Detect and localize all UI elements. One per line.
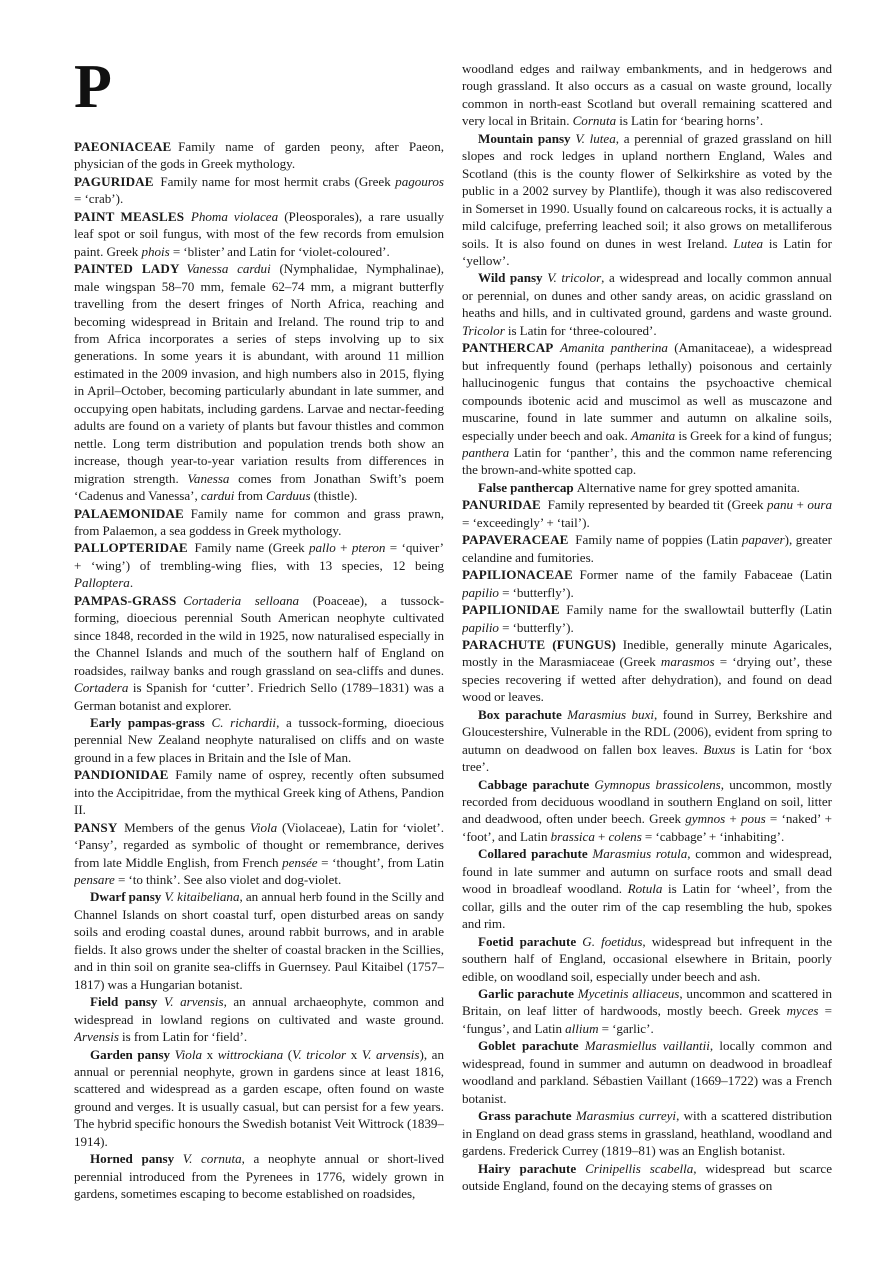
entry-definition: Family name of garden peony, after Paeon, physician of the gods in Greek mythology.: [74, 139, 444, 172]
entry-definition: Marasmiellus vaillantii, locally common and widespread, found in summer and autumn on deadwood in broadleaf woodland and parkland. Sébastien Vaillant (1669–1722) was a French botanist.: [462, 1038, 832, 1106]
dictionary-subentry: [74, 993, 444, 1045]
subentry-headword: Field pansy: [90, 994, 158, 1010]
entry-definition: V. lutea, a perennial of grazed grassland on hill slopes and rock ledges in upland northern England, Wales and Scotland (this is the county flower of Selkirkshire as voted by the public in a 2002 survey by Plantlife), though it was also rediscovered in Somerset in 1990. Usually found on calcareous rocks, it is actually a mild calcifuge, preferring leached soil; it also grows on metalliferous soils. It is also found on dunes in west Ireland. Lutea is Latin for ‘yellow’.: [462, 130, 832, 268]
entry-headword: PALAEMONIDAE: [74, 505, 184, 521]
entry-definition: Cortaderia selloana (Poaceae), a tussock-forming, dioecious perennial South American neophyte cultivated since 1848, recorded in the wild in 1925, now naturalised especially in the Channel Islands and much of the southern half of England on roadsides, railway banks and rough grassland on sea-cliffs and dunes. Cortadera is Spanish for ‘cutter’. Friedrich Sello (1789–1831) was a German botanist and explorer.: [74, 592, 444, 713]
dictionary-subentry: [462, 1107, 832, 1159]
entry-definition: V. kitaibeliana, an annual herb found in the Scilly and Channel Islands on short coastal turf, open disturbed areas on sandy soils and eroding coastal dunes, around rabbit burrows, and in arable fields. It also grows under the shelter of coastal bracken in the Scillies, and in thin soil on granite sea-cliffs in Guernsey. Paul Kitaibel (1757–1817) was a Hungarian botanist.: [74, 889, 444, 992]
subentry-headword: Collared parachute: [478, 846, 588, 862]
entry-headword: PALLOPTERIDAE: [74, 540, 188, 556]
subentry-headword: Hairy parachute: [478, 1160, 577, 1176]
subentry-headword: Garden pansy: [90, 1046, 171, 1062]
dictionary-entry: [462, 601, 832, 636]
entry-definition: Vanessa cardui (Nymphalidae, Nymphalinae), male wingspan 58–70 mm, female 62–74 mm, a migrant butterfly travelling from the desert fringes of North Africa, reaching and becoming widespread in Britain and Ireland. The round trip to and from Africa incorporates a series of steps involving up to six generations. In some years it is abundant, with around 11 million estimated in the 2009 invasion, and high numbers also in 2015, flying in April–October, becoming particularly abundant in late summer, and occupying open habitats, including gardens. Larvae and nectar-feeding adults are found on a variety of plants but favour thistles and common nettle. Long term distribution and population trends both show an increase, though year-to-year variation results from differences in migration strength. Vanessa comes from Jonathan Swift’s poem ‘Cadenus and Vanessa’, cardui from Carduus (thistle).: [74, 261, 444, 504]
left-column: [74, 60, 444, 1240]
entry-definition: Marasmius rotula, common and widespread, found in late summer and autumn on surface roots and small dead wood in broadleaf woodland. Rotula is Latin for ‘wheel’, from the collar, gills and the outer rim of the cap resembling the hub, spokes and rim.: [462, 846, 832, 932]
subentry-headword: Box parachute: [478, 706, 562, 722]
subentry-headword: Dwarf pansy: [90, 889, 162, 905]
subentry-headword: Foetid parachute: [478, 933, 577, 949]
dictionary-entry: [74, 505, 444, 540]
entry-definition: Crinipellis scabella, widespread but scarce outside England, found on the decaying stems of grasses on: [462, 1160, 832, 1193]
entry-definition: Family name for the swallowtail butterfly (Latin papilio = ‘butterfly’).: [462, 602, 832, 635]
entry-definition: Family name for most hermit crabs (Greek pagouros = ‘crab’).: [74, 173, 444, 207]
subentry-headword: False panthercap: [478, 479, 574, 495]
dictionary-entry: [74, 173, 444, 208]
dictionary-subentry: [462, 985, 832, 1037]
entry-definition: V. cornuta, a neophyte annual or short-lived perennial introduced from the Pyrenees in 1776, widely grown in gardens, sometimes escaping to become established on roadsides,: [74, 1151, 444, 1202]
entry-definition: Marasmius buxi, found in Surrey, Berkshire and Gloucestershire, Vulnerable in the RDL (2006), evident from spring to autumn on deadwood on fallen box leaves. Buxus is Latin for ‘box tree’.: [462, 706, 832, 775]
dictionary-entry: [462, 339, 832, 479]
dictionary-entry: [462, 636, 832, 706]
dictionary-entry: [462, 566, 832, 601]
entry-headword: PAPILIONIDAE: [462, 602, 560, 618]
entry-definition: Family name (Greek pallo + pteron = ‘quiver’ + ‘wing’) of trembling-wing flies, with 13 species, 12 being Palloptera.: [74, 540, 444, 591]
subentry-headword: Horned pansy: [90, 1151, 175, 1167]
letter-heading: P: [74, 53, 112, 121]
entry-definition: woodland edges and railway embankments, and in hedgerows and rough grassland. It also occurs as a casual on waste ground, locally common in north-east Scotland but overall remaining scattered and very local in Britain. Cornuta is Latin for ‘bearing horns’.: [462, 61, 832, 129]
entry-definition: Family name for common and grass prawn, from Palaemon, a sea goddess in Greek mythology.: [74, 505, 444, 538]
entry-headword: PAINT MEASLES: [74, 208, 185, 224]
entry-definition: Amanita pantherina (Amanitaceae), a widespread but infrequently found (perhaps lethally) poisonous and certainly hallucinogenic fungus that contains the psychoactive chemical compounds ibotenic acid and muscimol as well as muscazone and muscarine, found in late summer and autumn on alkaline soils, especially under beech and oak. Amanita is Greek for a kind of fungus; panthera Latin for ‘panther’, this and the common name referencing the brown-and-white spotted cap.: [462, 340, 832, 478]
dictionary-subentry: [74, 714, 444, 766]
entry-headword: PANURIDAE: [462, 497, 541, 513]
entry-headword: PAGURIDAE: [74, 173, 154, 189]
continued-paragraph: [462, 60, 832, 130]
dictionary-subentry: [74, 1150, 444, 1202]
entry-definition: Viola x wittrockiana (V. tricolor x V. arvensis), an annual or perennial neophyte, grown in gardens since at least 1816, scattered and widespread as a garden escape, often found on waste ground and verges. It is usually casual, but can persist for a few years. The hybrid specific honours the Swedish botanist Veit Wittrock (1839–1914).: [74, 1046, 444, 1149]
subentry-headword: Grass parachute: [478, 1108, 572, 1124]
entry-headword: PAINTED LADY: [74, 261, 180, 277]
entry-definition: Members of the genus Viola (Violaceae), Latin for ‘violet’. ‘Pansy’, regarded as symbolic of thought or remembrance, derives from late Middle English, from French pensée = ‘thought’, from Latin pensare = ‘to think’. See also violet and dog-violet.: [74, 819, 444, 888]
entry-definition: Gymnopus brassicolens, uncommon, mostly recorded from deciduous woodland in southern England on soil, litter and deadwood, often under beech. Greek gymnos + pous = ‘naked’ + ‘foot’, and Latin brassica + colens = ‘cabbage’ + ‘inhabiting’.: [462, 776, 832, 844]
dictionary-subentry: [462, 933, 832, 985]
entry-headword: PAMPAS-GRASS: [74, 592, 177, 608]
subentry-headword: Cabbage parachute: [478, 776, 590, 792]
entry-definition: Family name of osprey, recently often subsumed into the Accipitridae, from the mythical Greek king of Athens, Pandion II.: [74, 767, 444, 818]
subentry-headword: Mountain pansy: [478, 130, 571, 146]
entry-definition: Former name of the family Fabaceae (Latin papilio = ‘butterfly’).: [462, 567, 832, 600]
two-column-body: [74, 60, 832, 1240]
dictionary-subentry: [462, 776, 832, 846]
subentry-headword: Wild pansy: [478, 270, 543, 286]
dictionary-entry: [74, 208, 444, 260]
dictionary-entry: [74, 138, 444, 173]
dictionary-entry: [74, 260, 444, 504]
entry-definition: G. foetidus, widespread but infrequent in the southern half of England, occasional elsewhere in Britain, poorly edible, on woodland soil, especially under beech and ash.: [462, 933, 832, 984]
entry-definition: Inedible, generally minute Agaricales, mostly in the Marasmiaceae (Greek marasmos = ‘drying out’, these species recovering if wetted after dehydration), and found on dead wood or leaves.: [462, 636, 832, 705]
dictionary-entry: [74, 592, 444, 714]
entry-headword: PAPAVERACEAE: [462, 532, 569, 548]
entry-headword: PAPILIONACEAE: [462, 567, 573, 583]
entry-headword: PARACHUTE (FUNGUS): [462, 636, 616, 652]
entry-definition: V. tricolor, a widespread and locally common annual or perennial, on dunes and other sandy areas, on acidic grassland on heaths and hills, and in cultivated ground, gardens and waste ground. Tricolor is Latin for ‘three-coloured’.: [462, 270, 832, 338]
dictionary-entry: [74, 539, 444, 591]
dictionary-subentry: [74, 1046, 444, 1151]
dictionary-subentry: [462, 706, 832, 776]
entry-definition: Family name of poppies (Latin papaver), greater celandine and fumitories.: [462, 532, 832, 565]
right-column: [462, 60, 832, 1240]
entry-definition: Mycetinis alliaceus, uncommon and scattered in Britain, on leaf litter of hardwoods, mostly beech. Greek myces = ‘fungus’, and Latin allium = ‘garlic’.: [462, 986, 832, 1036]
entry-definition: V. arvensis, an annual archaeophyte, common and widespread in lowland regions on cultivated and waste ground. Arvensis is from Latin for ‘field’.: [74, 994, 444, 1045]
dictionary-subentry: [462, 1037, 832, 1107]
entry-definition: Alternative name for grey spotted amanita.: [576, 479, 800, 495]
dictionary-subentry: [462, 845, 832, 932]
entry-definition: Marasmius curreyi, with a scattered distribution in England on dead grass stems in grassland, heathland, woodland and gardens. Frederick Currey (1819–81) was an English botanist.: [462, 1108, 832, 1159]
entry-headword: PANTHERCAP: [462, 340, 554, 356]
entry-definition: Phoma violacea (Pleosporales), a rare usually leaf spot or soil fungus, with most of the few records from emulsion paint. Greek phois = ‘blister’ and Latin for ‘violet-coloured’.: [74, 208, 444, 259]
entry-headword: PANDIONIDAE: [74, 767, 169, 783]
dictionary-subentry: [462, 1160, 832, 1195]
entry-definition: Family represented by bearded tit (Greek panu + oura = ‘exceedingly’ + ‘tail’).: [462, 497, 832, 530]
dictionary-subentry: [462, 269, 832, 339]
dictionary-entry: [74, 819, 444, 889]
entry-headword: PANSY: [74, 819, 118, 835]
dictionary-entry: [74, 766, 444, 818]
dictionary-subentry: [462, 479, 832, 496]
subentry-headword: Early pampas-grass: [90, 714, 205, 730]
entry-definition: C. richardii, a tussock-forming, dioecious perennial New Zealand neophyte naturalised on cliffs and on waste ground in a few places in Britain and the Isle of Man.: [74, 714, 444, 765]
dictionary-entry: [462, 496, 832, 531]
dictionary-subentry: [462, 130, 832, 270]
dictionary-subentry: [74, 888, 444, 993]
subentry-headword: Garlic parachute: [478, 986, 574, 1002]
dictionary-entry: [462, 531, 832, 566]
subentry-headword: Goblet parachute: [478, 1038, 579, 1054]
entry-headword: PAEONIACEAE: [74, 139, 172, 154]
